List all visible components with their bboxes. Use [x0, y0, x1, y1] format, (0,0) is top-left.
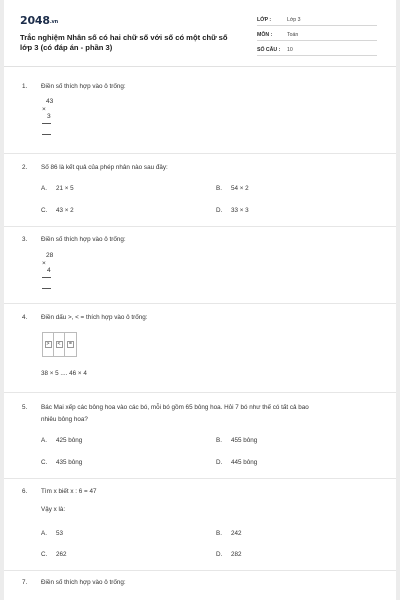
option-d[interactable]: D. 282 [216, 551, 242, 558]
question-text: Tìm x biết x : 6 = 47 [41, 488, 97, 495]
question-number: 6. [22, 488, 28, 495]
meta-grade: LỚP : Lớp 3 [257, 15, 377, 26]
option-a[interactable]: A. 53 [41, 530, 64, 537]
worksheet-title: Trắc nghiệm Nhân số có hai chữ số với số có một chữ số lớp 3 (có đáp án - phần 3) [20, 33, 228, 52]
question-text: Điền số thích hợp vào ô trống: [41, 236, 126, 243]
question-number: 2. [22, 164, 28, 171]
worksheet-header [4, 0, 396, 66]
answer-blank[interactable] [42, 134, 51, 135]
question-divider [4, 392, 396, 393]
question-text: Điền số thích hợp vào ô trống: [41, 83, 126, 90]
sign-greater-cell[interactable]: > [43, 333, 54, 356]
meta-subject: MÔN : Toán [257, 30, 377, 41]
multiplier: 3 [47, 113, 51, 120]
option-a[interactable]: A. 425 bông [41, 437, 83, 444]
site-logo[interactable]: 2048.vn [20, 14, 58, 27]
question-text: Số 86 là kết quả của phép nhân nào sau đây: [41, 164, 168, 171]
question-text: Điền số thích hợp vào ô trống: [41, 579, 126, 586]
question-text-line-2: nhiêu bông hoa? [41, 416, 88, 423]
question-subtext: Vậy x là: [41, 506, 66, 513]
question-number: 3. [22, 236, 28, 243]
option-c[interactable]: C. 435 bông [41, 459, 83, 466]
option-b[interactable]: B. 242 [216, 530, 242, 537]
question-number: 1. [22, 83, 28, 90]
sign-equal-cell[interactable]: = [65, 333, 76, 356]
calc-underline [42, 277, 51, 278]
question-divider [4, 303, 396, 304]
multiply-sign: × [42, 260, 46, 267]
option-a[interactable]: A. 21 × 5 [41, 185, 74, 192]
option-c[interactable]: C. 43 × 2 [41, 207, 74, 214]
question-divider [4, 570, 396, 571]
calc-underline [42, 123, 51, 124]
question-number: 4. [22, 314, 28, 321]
question-text-line-1: Bác Mai xếp các bông hoa vào các bó, mỗi bó gồm 65 bông hoa. Hỏi 7 bó như thế có tất cả bao [41, 404, 309, 411]
question-text: Điền dấu >, < = thích hợp vào ô trống: [41, 314, 148, 321]
multiplier: 4 [47, 267, 51, 274]
option-b[interactable]: B. 455 bông [216, 437, 258, 444]
question-divider [4, 478, 396, 479]
question-number: 5. [22, 404, 28, 411]
question-number: 7. [22, 579, 28, 586]
comparison-expression: 38 × 5 .... 46 × 4 [41, 370, 87, 377]
sign-less-cell[interactable]: < [54, 333, 65, 356]
question-divider [4, 153, 396, 154]
meta-question-count: SỐ CÂU : 10 [257, 45, 377, 56]
question-divider [4, 226, 396, 227]
option-c[interactable]: C. 262 [41, 551, 67, 558]
option-b[interactable]: B. 54 × 2 [216, 185, 249, 192]
multiplicand: 43 [46, 98, 54, 105]
answer-blank[interactable] [42, 288, 51, 289]
option-d[interactable]: D. 445 bông [216, 459, 258, 466]
option-d[interactable]: D. 33 × 3 [216, 207, 249, 214]
worksheet-page [4, 0, 396, 600]
sign-choice-box [42, 332, 77, 357]
header-divider [4, 66, 396, 67]
multiply-sign: × [42, 106, 46, 113]
multiplicand: 28 [46, 252, 54, 259]
